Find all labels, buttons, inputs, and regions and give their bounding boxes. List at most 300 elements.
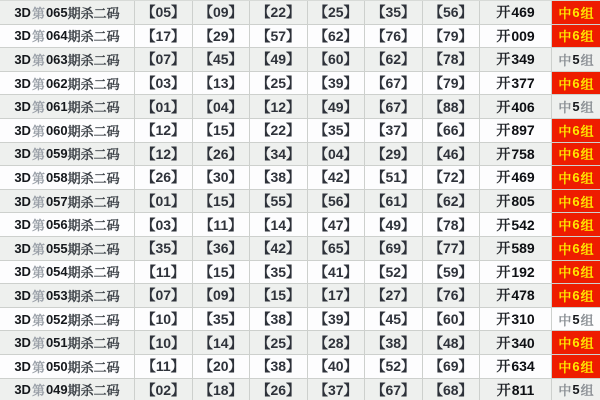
issue-sep: 第: [31, 312, 45, 328]
result-prefix: 中: [558, 265, 572, 281]
hit-groups-badge: [552, 284, 600, 308]
draw-number: 349: [511, 51, 535, 68]
bracket-close: 】: [401, 4, 416, 21]
bracket-close: 】: [458, 240, 473, 257]
bracket-close: 】: [401, 145, 416, 162]
result-suffix: 组: [580, 312, 594, 328]
game-prefix: 3D: [14, 4, 31, 20]
bracket-open: 【: [141, 75, 156, 92]
result-count: 6: [572, 75, 580, 91]
bracket-open: 【: [428, 122, 443, 139]
table-row: [0, 379, 600, 400]
bracket-open: 【: [313, 358, 328, 375]
kill-code-value: 52: [385, 358, 402, 375]
bracket-open: 【: [256, 145, 271, 162]
bracket-open: 【: [371, 263, 386, 280]
draw-result-cell: [480, 331, 552, 355]
game-prefix: 3D: [14, 169, 31, 185]
label-suffix: 期杀二码: [67, 123, 120, 139]
draw-number: 811: [511, 381, 535, 398]
bracket-close: 】: [286, 358, 301, 375]
label-suffix: 期杀二码: [67, 194, 120, 210]
bracket-close: 】: [286, 51, 301, 68]
bracket-close: 】: [401, 193, 416, 210]
kill-code-value: 05: [155, 4, 172, 21]
kill-code-value: 34: [270, 145, 287, 162]
bracket-open: 【: [428, 381, 443, 398]
kill-code-value: 11: [155, 263, 171, 280]
kill-code-value: 79: [442, 27, 459, 44]
kill-code-value: 79: [442, 75, 459, 92]
game-prefix: 3D: [14, 382, 31, 398]
kill-code-cell: [193, 237, 251, 261]
result-suffix: 组: [580, 194, 594, 210]
bracket-open: 【: [428, 240, 443, 257]
kill-code-cell: [308, 1, 366, 25]
bracket-open: 【: [371, 4, 386, 21]
kill-code-value: 13: [212, 75, 229, 92]
bracket-close: 】: [458, 122, 473, 139]
bracket-open: 【: [313, 27, 328, 44]
result-count: 5: [572, 99, 580, 115]
kill-code-cell: [193, 190, 251, 214]
result-prefix: 中: [558, 383, 572, 399]
bracket-open: 【: [256, 122, 271, 139]
kill-code-cell: [365, 190, 423, 214]
game-prefix: 3D: [14, 335, 31, 351]
result-prefix: 中: [558, 359, 572, 375]
draw-result-cell: [480, 25, 552, 49]
bracket-open: 【: [371, 145, 386, 162]
kill-code-cell: [250, 72, 308, 96]
bracket-close: 】: [171, 240, 186, 257]
bracket-open: 【: [428, 193, 443, 210]
open-prefix: 开: [496, 240, 511, 257]
result-prefix: 中: [558, 312, 572, 328]
hit-groups-badge: [552, 308, 600, 332]
bracket-open: 【: [313, 122, 328, 139]
bracket-open: 【: [371, 75, 386, 92]
bracket-open: 【: [371, 334, 386, 351]
bracket-close: 】: [228, 287, 243, 304]
kill-code-cell: [193, 379, 251, 400]
kill-code-value: 04: [212, 98, 229, 115]
bracket-close: 】: [171, 311, 186, 328]
kill-code-value: 41: [327, 263, 344, 280]
bracket-open: 【: [141, 240, 156, 257]
kill-code-value: 39: [327, 311, 344, 328]
bracket-close: 】: [286, 193, 301, 210]
bracket-open: 【: [141, 27, 156, 44]
kill-code-cell: [423, 48, 481, 72]
issue-label: [0, 1, 135, 25]
kill-code-cell: [308, 331, 366, 355]
kill-code-value: 14: [270, 216, 287, 233]
bracket-close: 】: [228, 122, 243, 139]
hit-groups-badge: [552, 237, 600, 261]
issue-number: 051: [45, 335, 68, 351]
bracket-close: 】: [458, 4, 473, 21]
open-prefix: 开: [496, 98, 511, 115]
kill-code-value: 67: [385, 381, 402, 398]
bracket-close: 】: [228, 358, 243, 375]
result-suffix: 组: [580, 123, 594, 139]
draw-result-cell: [480, 355, 552, 379]
bracket-open: 【: [428, 27, 443, 44]
kill-code-cell: [250, 284, 308, 308]
result-suffix: 组: [580, 5, 594, 21]
bracket-open: 【: [256, 193, 271, 210]
bracket-close: 】: [228, 98, 243, 115]
bracket-open: 【: [141, 51, 156, 68]
bracket-open: 【: [198, 263, 213, 280]
bracket-open: 【: [141, 193, 156, 210]
bracket-close: 】: [171, 169, 186, 186]
issue-sep: 第: [31, 241, 45, 257]
kill-code-cell: [193, 331, 251, 355]
kill-code-value: 26: [155, 169, 172, 186]
bracket-open: 【: [428, 358, 443, 375]
draw-result-cell: [480, 190, 552, 214]
kill-code-value: 14: [212, 334, 229, 351]
label-suffix: 期杀二码: [67, 29, 120, 45]
kill-code-cell: [308, 95, 366, 119]
table-row: [0, 190, 600, 214]
table-row: [0, 308, 600, 332]
kill-code-value: 38: [385, 334, 402, 351]
draw-result-cell: [480, 72, 552, 96]
result-suffix: 组: [580, 288, 594, 304]
issue-sep: 第: [31, 147, 45, 163]
kill-code-value: 37: [327, 381, 344, 398]
kill-code-cell: [365, 355, 423, 379]
result-suffix: 组: [580, 218, 594, 234]
result-suffix: 组: [580, 100, 594, 116]
kill-code-value: 09: [212, 287, 229, 304]
draw-number: 542: [511, 216, 535, 233]
issue-sep: 第: [31, 29, 45, 45]
open-prefix: 开: [496, 263, 511, 280]
bracket-close: 】: [458, 75, 473, 92]
bracket-close: 】: [286, 287, 301, 304]
result-count: 5: [572, 382, 580, 398]
bracket-open: 【: [371, 98, 386, 115]
bracket-open: 【: [198, 193, 213, 210]
kill-code-value: 15: [212, 122, 229, 139]
bracket-open: 【: [371, 240, 386, 257]
result-count: 5: [572, 311, 580, 327]
bracket-open: 【: [198, 334, 213, 351]
game-prefix: 3D: [14, 193, 31, 209]
kill-code-cell: [365, 284, 423, 308]
kill-code-cell: [135, 119, 193, 143]
kill-code-cell: [365, 213, 423, 237]
draw-number: 805: [511, 193, 535, 210]
bracket-close: 】: [286, 381, 301, 398]
kill-code-value: 49: [270, 51, 287, 68]
kill-code-value: 03: [155, 216, 172, 233]
bracket-open: 【: [371, 287, 386, 304]
bracket-close: 】: [401, 358, 416, 375]
bracket-close: 】: [343, 122, 358, 139]
kill-code-cell: [135, 237, 193, 261]
kill-code-cell: [135, 379, 193, 400]
bracket-open: 【: [428, 98, 443, 115]
label-suffix: 期杀二码: [67, 170, 120, 186]
kill-code-value: 66: [442, 122, 459, 139]
bracket-open: 【: [371, 169, 386, 186]
bracket-close: 】: [458, 51, 473, 68]
kill-code-value: 36: [212, 240, 229, 257]
result-suffix: 组: [580, 241, 594, 257]
bracket-open: 【: [256, 4, 271, 21]
kill-code-cell: [365, 166, 423, 190]
bracket-open: 【: [198, 358, 213, 375]
label-suffix: 期杀二码: [67, 336, 120, 352]
table-row: [0, 25, 600, 49]
open-prefix: 开: [496, 216, 511, 233]
issue-label: [0, 48, 135, 72]
bracket-close: 】: [458, 145, 473, 162]
game-prefix: 3D: [14, 287, 31, 303]
bracket-close: 】: [286, 27, 301, 44]
kill-code-value: 25: [270, 75, 287, 92]
bracket-open: 【: [371, 216, 386, 233]
kill-code-value: 68: [442, 381, 459, 398]
draw-number: 469: [511, 4, 535, 21]
bracket-close: 】: [286, 169, 301, 186]
bracket-close: 】: [458, 193, 473, 210]
result-prefix: 中: [558, 170, 572, 186]
bracket-open: 【: [141, 311, 156, 328]
bracket-open: 【: [141, 334, 156, 351]
kill-code-cell: [365, 237, 423, 261]
issue-number: 064: [45, 28, 68, 44]
issue-label: [0, 213, 135, 237]
kill-code-value: 20: [212, 358, 229, 375]
bracket-open: 【: [428, 216, 443, 233]
kill-code-value: 49: [327, 98, 344, 115]
bracket-open: 【: [371, 27, 386, 44]
draw-result-cell: [480, 308, 552, 332]
bracket-close: 】: [401, 27, 416, 44]
kill-code-value: 35: [270, 263, 287, 280]
game-prefix: 3D: [14, 146, 31, 162]
kill-code-cell: [250, 166, 308, 190]
kill-code-value: 62: [385, 51, 402, 68]
bracket-open: 【: [256, 240, 271, 257]
kill-code-cell: [365, 25, 423, 49]
bracket-close: 】: [286, 334, 301, 351]
kill-code-value: 62: [442, 193, 459, 210]
kill-code-value: 67: [385, 75, 402, 92]
hit-groups-badge: [552, 379, 600, 400]
bracket-open: 【: [141, 145, 156, 162]
kill-code-value: 17: [155, 27, 172, 44]
result-count: 6: [572, 264, 580, 280]
kill-code-cell: [250, 143, 308, 167]
bracket-open: 【: [199, 216, 214, 233]
issue-label: [0, 379, 135, 400]
bracket-close: 】: [286, 98, 301, 115]
bracket-close: 】: [286, 311, 301, 328]
bracket-close: 】: [228, 193, 243, 210]
bracket-close: 】: [458, 334, 473, 351]
kill-code-value: 26: [270, 381, 287, 398]
label-suffix: 期杀二码: [67, 383, 120, 399]
result-prefix: 中: [558, 5, 572, 21]
label-suffix: 期杀二码: [67, 52, 120, 68]
bracket-close: 】: [401, 287, 416, 304]
bracket-close: 】: [171, 51, 186, 68]
kill-code-value: 47: [327, 216, 344, 233]
kill-code-value: 60: [442, 311, 459, 328]
kill-code-cell: [423, 213, 481, 237]
kill-code-cell: [308, 166, 366, 190]
bracket-close: 】: [228, 169, 243, 186]
issue-sep: 第: [31, 359, 45, 375]
bracket-open: 【: [371, 51, 386, 68]
kill-code-value: 35: [155, 240, 172, 257]
kill-code-value: 12: [155, 122, 172, 139]
kill-code-value: 55: [270, 193, 287, 210]
kill-code-cell: [135, 166, 193, 190]
result-prefix: 中: [558, 241, 572, 257]
bracket-close: 】: [401, 381, 416, 398]
bracket-close: 】: [228, 263, 243, 280]
kill-code-cell: [250, 261, 308, 285]
kill-code-value: 88: [442, 98, 459, 115]
kill-code-cell: [250, 237, 308, 261]
table-row: [0, 331, 600, 355]
kill-code-cell: [423, 1, 481, 25]
bracket-open: 【: [313, 216, 328, 233]
result-suffix: 组: [580, 76, 594, 92]
label-suffix: 期杀二码: [67, 359, 120, 375]
result-prefix: 中: [558, 52, 572, 68]
kill-code-value: 15: [212, 263, 229, 280]
bracket-open: 【: [428, 51, 443, 68]
result-count: 6: [572, 146, 580, 162]
game-prefix: 3D: [14, 217, 31, 233]
kill-code-value: 28: [327, 334, 344, 351]
issue-label: [0, 25, 135, 49]
bracket-close: 】: [401, 216, 416, 233]
bracket-open: 【: [371, 311, 386, 328]
bracket-close: 】: [228, 240, 243, 257]
bracket-close: 】: [228, 27, 243, 44]
result-suffix: 组: [580, 170, 594, 186]
bracket-close: 】: [401, 75, 416, 92]
kill-code-cell: [308, 143, 366, 167]
kill-code-cell: [250, 213, 308, 237]
open-prefix: 开: [496, 4, 511, 21]
issue-number: 053: [45, 287, 68, 303]
kill-code-value: 62: [327, 27, 344, 44]
table-row: [0, 119, 600, 143]
bracket-open: 【: [141, 98, 156, 115]
bracket-close: 】: [343, 145, 358, 162]
bracket-open: 【: [141, 4, 156, 21]
issue-label: [0, 72, 135, 96]
kill-code-cell: [193, 308, 251, 332]
kill-code-cell: [135, 1, 193, 25]
bracket-open: 【: [256, 381, 271, 398]
kill-code-value: 46: [442, 145, 459, 162]
kill-code-value: 52: [385, 263, 402, 280]
draw-number: 310: [511, 311, 535, 328]
bracket-open: 【: [313, 381, 328, 398]
result-suffix: 组: [580, 147, 594, 163]
kill-code-cell: [365, 95, 423, 119]
kill-code-value: 56: [327, 193, 344, 210]
bracket-close: 】: [286, 145, 301, 162]
issue-sep: 第: [31, 52, 45, 68]
kill-code-cell: [193, 25, 251, 49]
kill-code-value: 26: [212, 145, 229, 162]
game-prefix: 3D: [14, 99, 31, 115]
game-prefix: 3D: [14, 75, 31, 91]
bracket-close: 】: [343, 334, 358, 351]
kill-code-cell: [365, 1, 423, 25]
bracket-open: 【: [256, 98, 271, 115]
issue-number: 057: [45, 193, 68, 209]
game-prefix: 3D: [14, 28, 31, 44]
draw-result-cell: [480, 1, 552, 25]
bracket-open: 【: [141, 169, 156, 186]
bracket-open: 【: [313, 240, 328, 257]
result-count: 6: [572, 335, 580, 351]
bracket-close: 】: [228, 51, 243, 68]
table-row: [0, 237, 600, 261]
open-prefix: 开: [496, 122, 511, 139]
bracket-open: 【: [428, 311, 443, 328]
table-row: [0, 284, 600, 308]
bracket-close: 】: [171, 381, 186, 398]
kill-code-cell: [193, 166, 251, 190]
kill-code-cell: [423, 379, 481, 400]
kill-code-value: 29: [212, 27, 229, 44]
bracket-open: 【: [313, 334, 328, 351]
draw-number: 377: [511, 75, 535, 92]
bracket-close: 】: [286, 263, 301, 280]
draw-result-cell: [480, 143, 552, 167]
table-row: [0, 95, 600, 119]
bracket-close: 】: [286, 122, 301, 139]
game-prefix: 3D: [14, 240, 31, 256]
label-suffix: 期杀二码: [67, 312, 120, 328]
hit-groups-badge: [552, 48, 600, 72]
bracket-close: 】: [458, 311, 473, 328]
open-prefix: 开: [496, 358, 511, 375]
kill-code-value: 04: [327, 145, 344, 162]
draw-number: 589: [511, 240, 535, 257]
bracket-open: 【: [428, 334, 443, 351]
bracket-close: 】: [286, 216, 301, 233]
kill-code-value: 10: [155, 334, 172, 351]
kill-code-cell: [365, 72, 423, 96]
bracket-open: 【: [313, 263, 328, 280]
label-suffix: 期杀二码: [67, 147, 120, 163]
kill-code-value: 39: [327, 75, 344, 92]
table-row: [0, 143, 600, 167]
kill-code-cell: [135, 25, 193, 49]
kill-code-cell: [193, 213, 251, 237]
open-prefix: 开: [496, 145, 511, 162]
issue-number: 058: [45, 169, 68, 185]
bracket-open: 【: [256, 311, 271, 328]
kill-code-cell: [193, 284, 251, 308]
